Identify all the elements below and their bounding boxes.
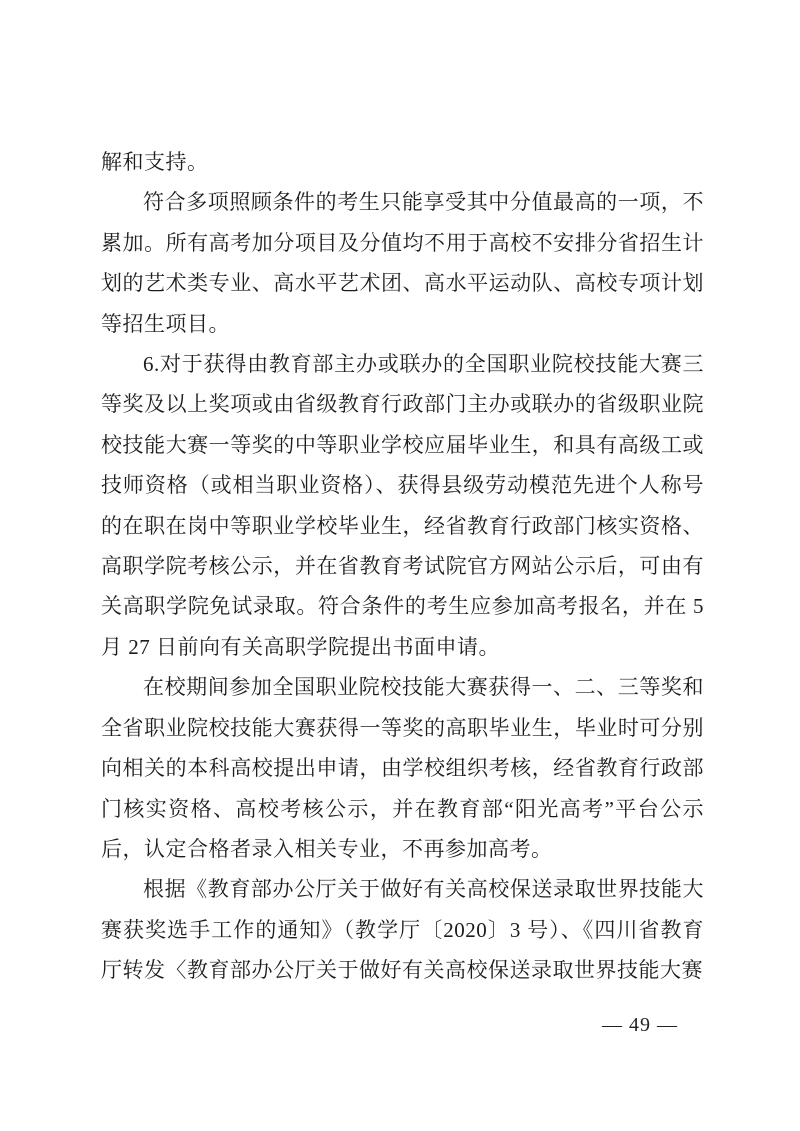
page-number: — 49 — [602, 1014, 678, 1036]
paragraph-bonus-points-rule: 符合多项照顾条件的考生只能享受其中分值最高的一项，不累加。所有高考加分项目及分值均不用于高校不安排分省招生计划的艺术类专业、高水平艺术团、高水平运动队、高校专项计划等招生项目。 [101, 190, 704, 336]
paragraph-higher-vocational-graduates: 在校期间参加全国职业院校技能大赛获得一、二、三等奖和全省职业院校技能大赛获得一等奖的高职毕业生，毕业时可分别向相关的本科高校提出申请，由学校组织考核，经省教育行政部门核实资格、高校考核公示，并在教育部“阳光高考”平台公示后，认定合格者录入相关专业，不再参加高考。 [101, 675, 704, 861]
paragraph-worldskills-notice: 根据《教育部办公厅关于做好有关高校保送录取世界技能大赛获奖选手工作的通知》（教学厅〔2020〕3 号）、《四川省教育厅转发〈教育部办公厅关于做好有关高校保送录取世界技能大赛 [101, 877, 704, 983]
paragraph-item-6-skills-competition: 6.对于获得由教育部主办或联办的全国职业院校技能大赛三等奖及以上奖项或由省级教育行政部门主办或联办的省级职业院校技能大赛一等奖的中等职业学校应届毕业生，和具有高级工或技师资格（或相当职业资格）、获得县级劳动模范先进个人称号的在职在岗中等职业学校毕业生，经省教育行政部门核实资格、高职学院考核公示，并在省教育考试院官方网站公示后，可由有关高职学院免试录取。符合条件的考生应参加高考报名，并在 5 月 27 日前向有关高职学院提出书面申请。 [101, 352, 704, 659]
document-body [101, 142, 704, 991]
paragraph-continuation: 解和支持。 [101, 150, 209, 174]
